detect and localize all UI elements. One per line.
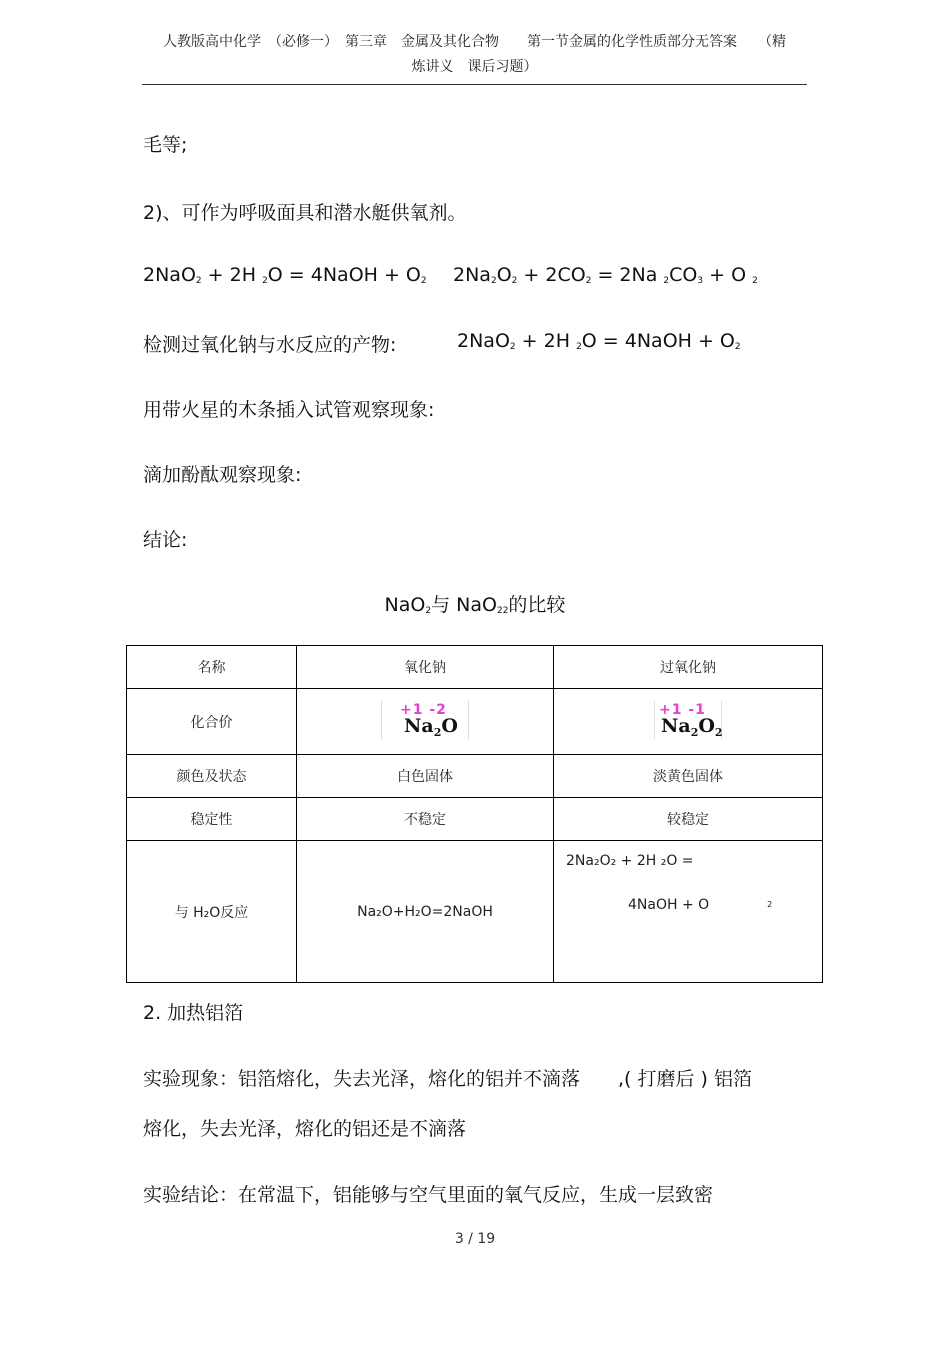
cell-na2o-valence bbox=[297, 689, 554, 755]
eq2-part: = 2Na bbox=[591, 264, 664, 286]
formula-sub: 2 bbox=[714, 725, 723, 739]
eq1-sub: 2 bbox=[262, 276, 268, 286]
na2o2-formula bbox=[661, 715, 723, 739]
header-line-2: 炼讲义 课后习题） bbox=[411, 59, 538, 75]
eq2-sub: 3 bbox=[697, 276, 704, 286]
caption-part: 与 NaO bbox=[431, 594, 497, 616]
equation-na2o2-co2 bbox=[453, 264, 758, 286]
equation-detect-products bbox=[457, 330, 741, 352]
eq2-sub: 2 bbox=[490, 276, 497, 286]
table-caption bbox=[0, 590, 950, 617]
formula-part: O bbox=[441, 714, 458, 737]
equation-na2o2-water bbox=[143, 264, 427, 286]
cell-na2o2-color: 淡黄色固体 bbox=[554, 755, 823, 798]
na2o2-valence-image bbox=[654, 701, 722, 739]
cell-na2o2-valence bbox=[554, 689, 823, 755]
formula-sub: 2 bbox=[690, 725, 699, 739]
text-line-1: 毛等; bbox=[143, 134, 188, 156]
text-line-11: 实验结论：在常温下，铝能够与空气里面的氧气反应，生成一层致密 bbox=[143, 1184, 714, 1206]
text-line-4: 检测过氧化钠与水反应的产物: bbox=[143, 334, 397, 356]
row-label-stability: 稳定性 bbox=[127, 798, 297, 841]
text-line-9: 实验现象：铝箔熔化，失去光泽，熔化的铝并不滴落 ,( 打磨后 ) 铝箔 bbox=[143, 1068, 752, 1090]
eq2-sub: 2 bbox=[663, 276, 670, 286]
eq3-sub: 2 bbox=[576, 342, 582, 352]
text-line-10: 熔化，失去光泽，熔化的铝还是不滴落 bbox=[143, 1118, 467, 1140]
formula-part: O bbox=[698, 714, 715, 737]
row-label-water: 与 H₂O反应 bbox=[127, 841, 297, 983]
na2o2-water-line-1: 2Na₂O₂ + 2H ₂O = bbox=[566, 853, 694, 869]
eq1-sub: 2 bbox=[420, 276, 427, 286]
caption-part: NaO bbox=[384, 594, 426, 616]
table-row-stability bbox=[127, 798, 823, 841]
formula-sub: 2 bbox=[433, 725, 442, 739]
comparison-table bbox=[126, 645, 823, 983]
header-line-1: 人教版高中化学 （必修一） 第三章 金属及其化合物 第一节金属的化学性质部分无答案 （精 bbox=[163, 34, 786, 50]
page-number: 3 / 19 bbox=[454, 1231, 496, 1247]
eq2-part: + 2CO bbox=[517, 264, 586, 286]
na2o-formula bbox=[404, 715, 458, 739]
text-line-6: 滴加酚酞观察现象: bbox=[143, 464, 302, 486]
table-row-color bbox=[127, 755, 823, 798]
formula-part: Na bbox=[404, 714, 434, 737]
na2o2-water-line-2 bbox=[628, 897, 772, 913]
row-label-color: 颜色及状态 bbox=[127, 755, 297, 798]
header-cell-na2o: 氧化钠 bbox=[297, 646, 554, 689]
table-header-row bbox=[127, 646, 823, 689]
header-cell-na2o2: 过氧化钠 bbox=[554, 646, 823, 689]
table-row-valence bbox=[127, 689, 823, 755]
eq3-part: 2NaO bbox=[457, 330, 510, 352]
text-line-7: 结论: bbox=[143, 529, 188, 551]
text-line-2: 2)、可作为呼吸面具和潜水艇供氧剂。 bbox=[143, 202, 467, 224]
eq2-part: + O bbox=[703, 264, 753, 286]
table-row-water bbox=[127, 841, 823, 983]
text-line-8: 2. 加热铝箔 bbox=[143, 1002, 244, 1024]
caption-part: 的比较 bbox=[508, 594, 566, 616]
eq1-sub: 2 bbox=[195, 276, 202, 286]
reaction-sub: 2 bbox=[767, 900, 773, 909]
formula-part: Na bbox=[661, 714, 691, 737]
na2o-valence-numbers: +1 -2 bbox=[400, 701, 447, 718]
cell-na2o-color: 白色固体 bbox=[297, 755, 554, 798]
na2o2-valence-numbers: +1 -1 bbox=[659, 701, 706, 718]
header-cell-name: 名称 bbox=[127, 646, 297, 689]
reaction-part: 4NaOH + O bbox=[628, 897, 710, 913]
cell-na2o2-stability: 较稳定 bbox=[554, 798, 823, 841]
eq1-part: O = 4NaOH + O bbox=[267, 264, 421, 286]
caption-sub: 2 bbox=[496, 606, 503, 616]
header-divider bbox=[142, 84, 807, 85]
cell-na2o2-water bbox=[554, 841, 823, 983]
text-line-5: 用带火星的木条插入试管观察现象: bbox=[143, 399, 435, 421]
caption-sub: 2 bbox=[425, 606, 432, 616]
eq2-part: 2Na bbox=[453, 264, 491, 286]
eq3-part: O = 4NaOH + O bbox=[581, 330, 735, 352]
eq1-part: 2NaO bbox=[143, 264, 196, 286]
eq2-part: O bbox=[496, 264, 512, 286]
eq2-sub: 2 bbox=[752, 276, 758, 286]
row-label-valence: 化合价 bbox=[127, 689, 297, 755]
page-header bbox=[142, 30, 807, 80]
eq3-sub: 2 bbox=[734, 342, 741, 352]
eq2-sub: 2 bbox=[511, 276, 518, 286]
eq2-part: CO bbox=[669, 264, 698, 286]
eq2-sub: 2 bbox=[585, 276, 592, 286]
eq3-sub: 2 bbox=[509, 342, 516, 352]
caption-sub: 2 bbox=[502, 606, 509, 616]
eq3-part: + 2H bbox=[515, 330, 577, 352]
na2o-valence-image bbox=[381, 701, 469, 739]
eq1-part: + 2H bbox=[201, 264, 263, 286]
cell-na2o-stability: 不稳定 bbox=[297, 798, 554, 841]
cell-na2o-water: Na₂O+H₂O=2NaOH bbox=[297, 841, 554, 983]
